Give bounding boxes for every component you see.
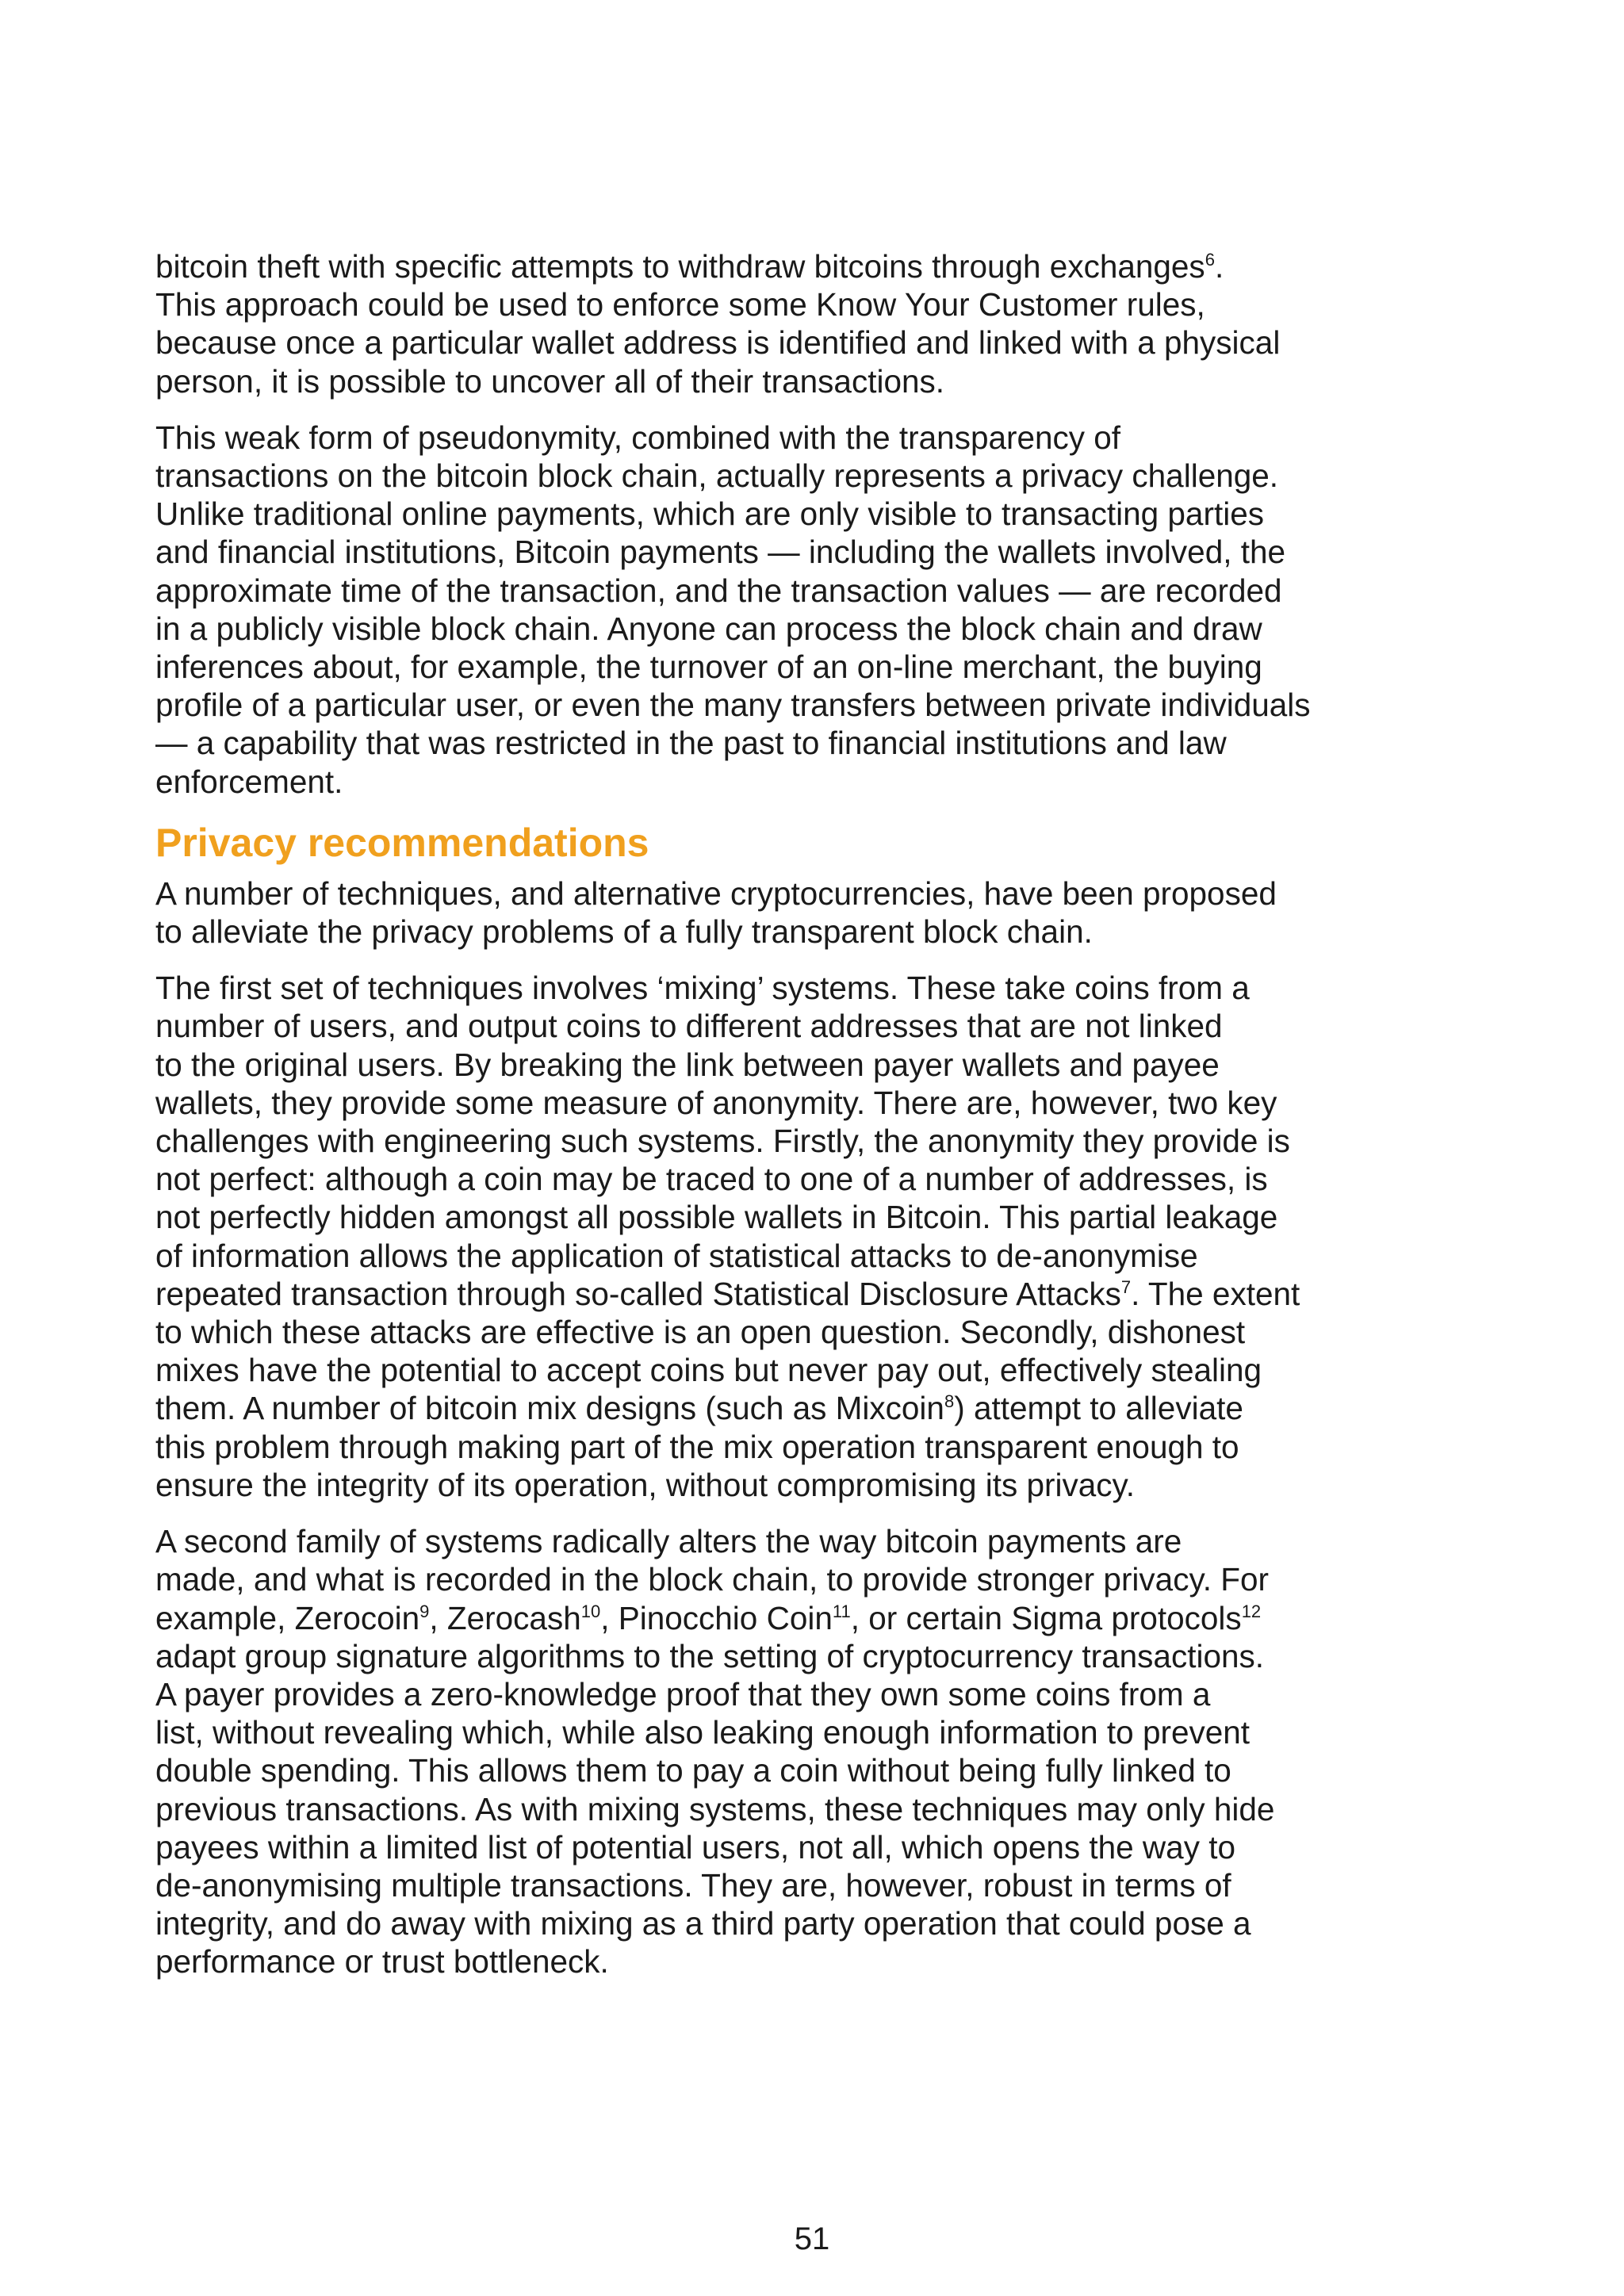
text-line: transactions on the bitcoin block chain, actually represents a privacy challenge. bbox=[155, 457, 1279, 495]
page-number: 51 bbox=[794, 2221, 830, 2256]
text-run: ) attempt to alleviate bbox=[954, 1390, 1243, 1427]
text-line: to alleviate the privacy problems of a fully transparent block chain. bbox=[155, 913, 1093, 951]
paragraph-bitcoin-theft bbox=[155, 247, 1329, 400]
text-run: . The extent bbox=[1131, 1275, 1300, 1312]
footnote-ref-10: 10 bbox=[580, 1601, 601, 1621]
text-line: wallets, they provide some measure of anonymity. There are, however, two key bbox=[155, 1084, 1277, 1121]
text-line: person, it is possible to uncover all of their transactions. bbox=[155, 362, 944, 400]
text-line: in a publicly visible block chain. Anyone can process the block chain and draw bbox=[155, 610, 1262, 647]
text-line: The first set of techniques involves ‘mixing’ systems. These take coins from a bbox=[155, 970, 1250, 1007]
text-line: number of users, and output coins to different addresses that are not linked bbox=[155, 1008, 1223, 1045]
text-line: to which these attacks are effective is an open question. Secondly, dishonest bbox=[155, 1314, 1246, 1351]
text-line bbox=[155, 247, 1329, 285]
text-line: A number of techniques, and alternative cryptocurrencies, have been proposed bbox=[155, 874, 1277, 912]
text-line: this problem through making part of the mix operation transparent enough to bbox=[155, 1428, 1239, 1465]
footnote-ref-6: 6 bbox=[1205, 250, 1215, 270]
text-line: not perfect: although a coin may be traced to one of a number of addresses, is bbox=[155, 1161, 1268, 1198]
text-line: because once a particular wallet address is identified and linked with a physical bbox=[155, 324, 1281, 362]
text-run: repeated transaction through so-called Statistical Disclosure Attacks bbox=[155, 1275, 1121, 1312]
footnote-ref-9: 9 bbox=[419, 1601, 430, 1621]
text-line: profile of a particular user, or even the many transfers between private individuals bbox=[155, 687, 1311, 724]
text-line: not perfectly hidden amongst all possible wallets in Bitcoin. This partial leakage bbox=[155, 1199, 1278, 1236]
text-line: mixes have the potential to accept coins but never pay out, effectively stealing bbox=[155, 1352, 1262, 1389]
text-line bbox=[155, 1599, 1329, 1637]
text-line: list, without revealing which, while also leaking enough information to prevent bbox=[155, 1714, 1251, 1751]
text-line: de-anonymising multiple transactions. They are, however, robust in terms of bbox=[155, 1866, 1231, 1904]
text-line: to the original users. By breaking the link between payer wallets and payee bbox=[155, 1046, 1220, 1083]
paragraph-pseudonymity bbox=[155, 419, 1329, 801]
paragraph-second-family bbox=[155, 1522, 1329, 1980]
text-line: Unlike traditional online payments, which are only visible to transacting parties bbox=[155, 496, 1264, 533]
text-line bbox=[155, 1389, 1329, 1427]
text-line: performance or trust bottleneck. bbox=[155, 1943, 609, 1980]
text-line: challenges with engineering such systems. Firstly, the anonymity they provide is bbox=[155, 1123, 1290, 1160]
footnote-ref-12: 12 bbox=[1241, 1601, 1262, 1621]
text-line bbox=[155, 1275, 1329, 1313]
text-line: of information allows the application of statistical attacks to de-anonymise bbox=[155, 1237, 1198, 1274]
text-run: , Zerocash bbox=[429, 1599, 581, 1636]
text-line: approximate time of the transaction, and the transaction values — are recorded bbox=[155, 572, 1282, 609]
footnote-ref-11: 11 bbox=[832, 1601, 851, 1621]
footnote-ref-7: 7 bbox=[1120, 1276, 1132, 1297]
text-run: . bbox=[1214, 248, 1224, 285]
text-run: , or certain Sigma protocols bbox=[850, 1599, 1242, 1636]
text-line: adapt group signature algorithms to the setting of cryptocurrency transactions. bbox=[155, 1637, 1265, 1674]
document-body bbox=[155, 247, 1329, 1999]
text-line: This approach could be used to enforce some Know Your Customer rules, bbox=[155, 286, 1205, 323]
text-run: them. A number of bitcoin mix designs (such as Mixcoin bbox=[155, 1390, 944, 1427]
text-run: , Pinocchio Coin bbox=[600, 1599, 833, 1636]
text-line: A payer provides a zero-knowledge proof that they own some coins from a bbox=[155, 1675, 1211, 1712]
text-line: ensure the integrity of its operation, without compromising its privacy. bbox=[155, 1466, 1136, 1503]
paragraph-techniques-intro bbox=[155, 874, 1329, 951]
text-line: made, and what is recorded in the block chain, to provide stronger privacy. For bbox=[155, 1561, 1269, 1598]
text-line: double spending. This allows them to pay a coin without being fully linked to bbox=[155, 1752, 1231, 1789]
text-line: This weak form of pseudonymity, combined with the transparency of bbox=[155, 419, 1121, 456]
footnote-ref-8: 8 bbox=[944, 1391, 955, 1412]
text-line: enforcement. bbox=[155, 763, 343, 800]
text-line: inferences about, for example, the turnover of an on-line merchant, the buying bbox=[155, 649, 1262, 686]
text-run: example, Zerocoin bbox=[155, 1599, 420, 1636]
paragraph-mixing-systems bbox=[155, 969, 1329, 1504]
text-line: A second family of systems radically alters the way bitcoin payments are bbox=[155, 1523, 1182, 1560]
section-heading: Privacy recommendations bbox=[155, 820, 649, 865]
text-run: bitcoin theft with specific attempts to withdraw bitcoins through exchanges bbox=[155, 248, 1205, 285]
text-line: payees within a limited list of potential users, not all, which opens the way to bbox=[155, 1828, 1235, 1866]
text-line: and financial institutions, Bitcoin payments — including the wallets involved, the bbox=[155, 534, 1286, 571]
text-line: integrity, and do away with mixing as a third party operation that could pose a bbox=[155, 1905, 1251, 1942]
text-line: previous transactions. As with mixing systems, these techniques may only hide bbox=[155, 1790, 1275, 1827]
text-line: — a capability that was restricted in the past to financial institutions and law bbox=[155, 725, 1227, 762]
